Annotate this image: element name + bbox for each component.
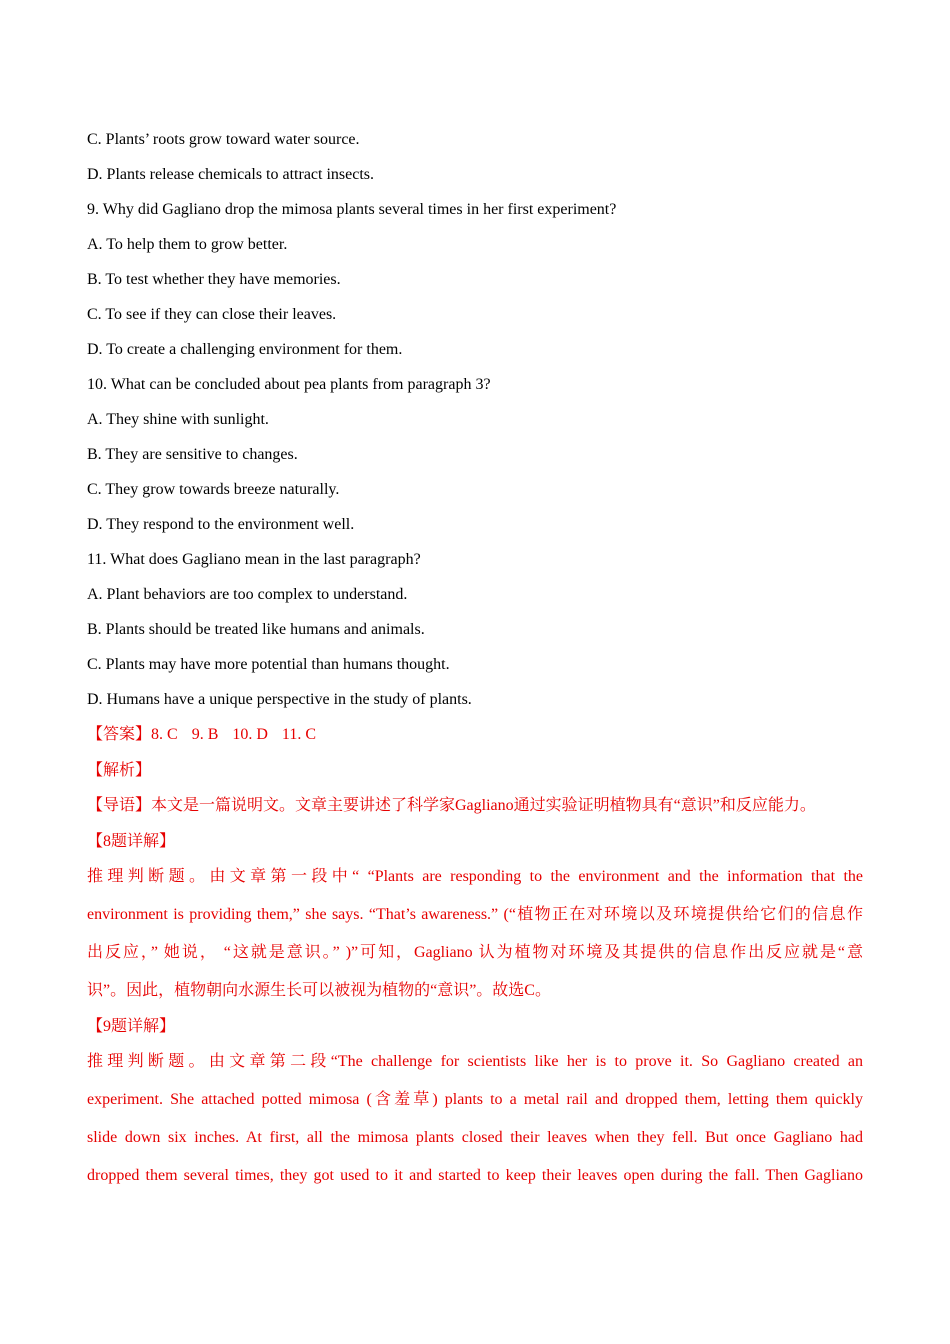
answer-item: 8. C bbox=[151, 726, 178, 743]
q8-detail-line: environment is providing them,” she says. “That’s awareness.” (“植物正在对环境以及环境提供给它们的信息作 bbox=[87, 906, 863, 923]
q9-option-d: D. To create a challenging environment for them. bbox=[87, 341, 403, 358]
q9-option-c: C. To see if they can close their leaves. bbox=[87, 306, 337, 323]
answer-line bbox=[87, 725, 330, 745]
q8-option-d: D. Plants release chemicals to attract insects. bbox=[87, 166, 375, 183]
q11-option-d: D. Humans have a unique perspective in the study of plants. bbox=[87, 691, 472, 708]
q11-option-b: B. Plants should be treated like humans and animals. bbox=[87, 621, 425, 638]
q11-option-a: A. Plant behaviors are too complex to understand. bbox=[87, 586, 408, 603]
q11-stem: 11. What does Gagliano mean in the last paragraph? bbox=[87, 551, 421, 568]
q11-option-c: C. Plants may have more potential than humans thought. bbox=[87, 656, 450, 673]
q9-option-a: A. To help them to grow better. bbox=[87, 236, 288, 253]
analysis-intro: 【导语】本文是一篇说明文。文章主要讲述了科学家Gagliano通过实验证明植物具有“意识”和反应能力。 bbox=[87, 797, 816, 814]
answer-label: 【答案】 bbox=[87, 726, 152, 743]
q9-detail-line: 推理判断题。由文章第二段“The challenge for scientists like her is to prove it. So Gagliano created an bbox=[87, 1053, 863, 1070]
q8-detail-line: 出反应，” 她说， “这就是意识。” )”可知，Gagliano 认为植物对环境及其提供的信息作出反应就是“意 bbox=[87, 944, 863, 961]
q9-stem: 9. Why did Gagliano drop the mimosa plants several times in her first experiment? bbox=[87, 201, 617, 218]
q9-detail-line: dropped them several times, they got used to it and started to keep their leaves open during the fall. Then Gagliano bbox=[87, 1167, 863, 1184]
q9-detail-heading: 【9题详解】 bbox=[87, 1018, 176, 1035]
answer-item: 11. C bbox=[281, 726, 316, 743]
q9-option-b: B. To test whether they have memories. bbox=[87, 271, 341, 288]
q10-stem: 10. What can be concluded about pea plants from paragraph 3? bbox=[87, 376, 491, 393]
analysis-label: 【解析】 bbox=[87, 762, 152, 779]
q10-option-a: A. They shine with sunlight. bbox=[87, 411, 269, 428]
q9-detail-line: experiment. She attached potted mimosa (含羞草) plants to a metal rail and dropped them, letting them quickly bbox=[87, 1091, 863, 1108]
q8-option-c: C. Plants’ roots grow toward water source. bbox=[87, 131, 360, 148]
q8-detail-heading: 【8题详解】 bbox=[87, 833, 176, 850]
answer-item: 9. B bbox=[191, 726, 219, 743]
q10-option-c: C. They grow towards breeze naturally. bbox=[87, 481, 340, 498]
q8-detail-line: 识”。因此，植物朝向水源生长可以被视为植物的“意识”。故选C。 bbox=[87, 982, 551, 999]
q8-detail-line: 推理判断题。由文章第一段中“ “Plants are responding to the environment and the information that the bbox=[87, 868, 863, 885]
q10-option-d: D. They respond to the environment well. bbox=[87, 516, 355, 533]
q10-option-b: B. They are sensitive to changes. bbox=[87, 446, 298, 463]
q9-detail-line: slide down six inches. At first, all the mimosa plants closed their leaves when they fell. But once Gagliano had bbox=[87, 1129, 863, 1146]
answer-item: 10. D bbox=[232, 726, 268, 743]
